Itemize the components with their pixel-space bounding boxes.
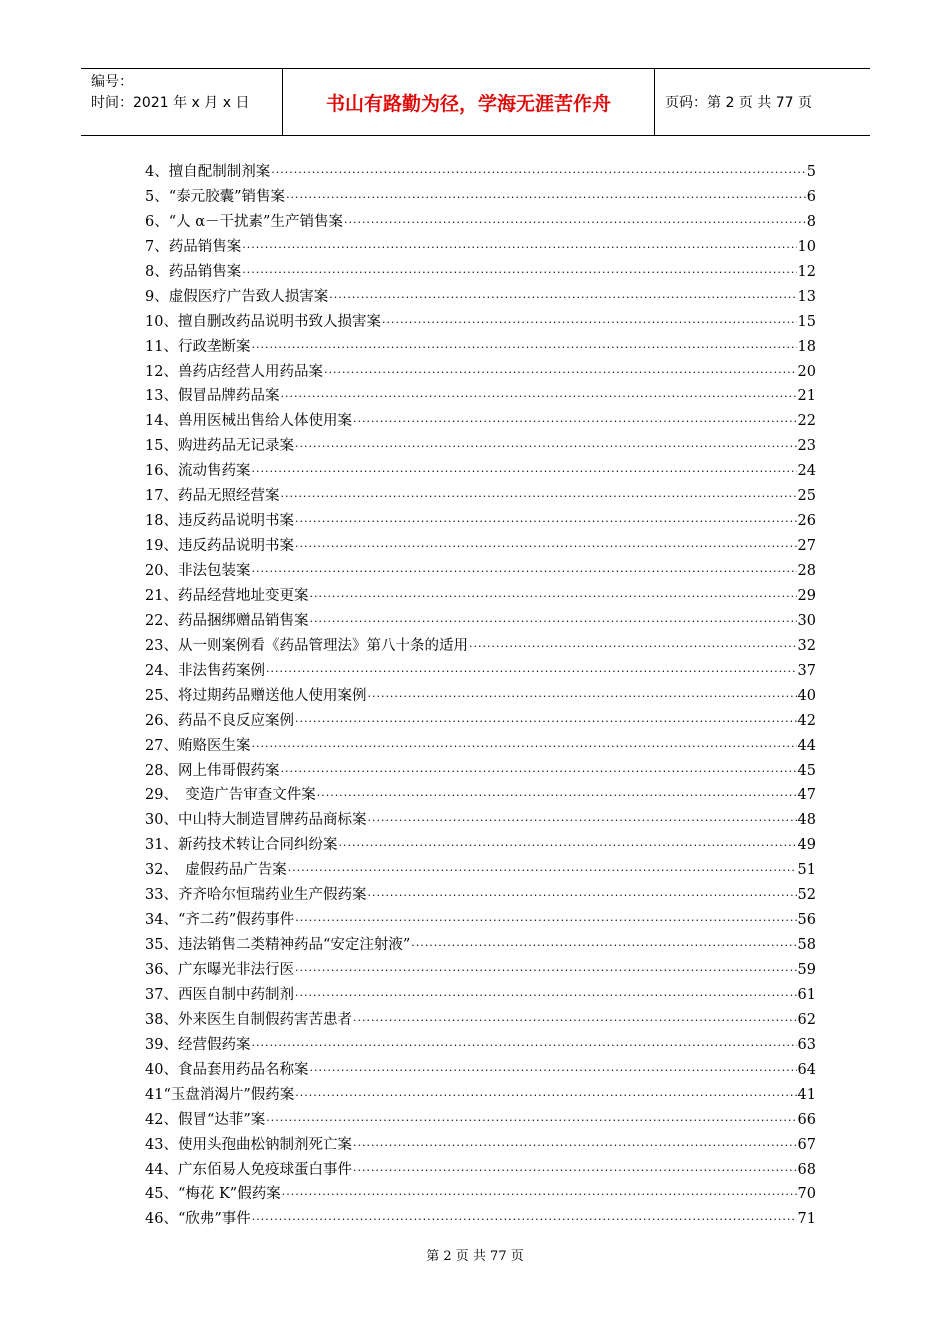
toc-leader-dots [266, 1109, 796, 1134]
toc-entry-page: 26 [797, 513, 816, 530]
toc-entry[interactable] [145, 534, 816, 559]
toc-entry-title: 9、虚假医疗广告致人损害案 [145, 288, 329, 305]
toc-entry[interactable] [145, 808, 816, 833]
toc-entry-title: 30、中山特大制造冒牌药品商标案 [145, 812, 367, 829]
toc-entry[interactable] [145, 1058, 816, 1083]
toc-entry-page: 32 [797, 637, 816, 654]
toc-entry-title: 45、“梅花 K”假药案 [145, 1186, 281, 1203]
toc-leader-dots [280, 760, 796, 785]
toc-entry-title: 46、“欣弗”事件 [145, 1211, 251, 1228]
toc-entry-page: 62 [797, 1011, 816, 1028]
toc-leader-dots [251, 460, 796, 485]
toc-entry[interactable] [145, 509, 816, 534]
toc-entry-page: 61 [797, 986, 816, 1003]
toc-leader-dots [282, 1183, 797, 1208]
toc-entry-title: 24、非法售药案例 [145, 662, 265, 679]
toc-leader-dots [295, 959, 797, 984]
toc-leader-dots [411, 934, 796, 959]
toc-entry[interactable] [145, 1158, 816, 1183]
toc-leader-dots [295, 510, 797, 535]
toc-entry-page: 8 [806, 213, 816, 230]
toc-leader-dots [309, 610, 796, 635]
toc-leader-dots [324, 361, 797, 386]
toc-entry-title: 6、“人 α－干扰素”生产销售案 [145, 213, 343, 230]
toc-entry-page: 18 [797, 338, 816, 355]
toc-entry-title: 23、从一则案例看《药品管理法》第八十条的适用 [145, 637, 468, 654]
toc-entry-page: 59 [797, 962, 816, 978]
toc-entry-page: 45 [797, 762, 816, 779]
toc-entry-title: 41“玉盘消渴片”假药案 [145, 1086, 295, 1103]
toc-entry-title: 22、药品捆绑赠品销售案 [145, 612, 309, 629]
toc-entry-title: 10、擅自删改药品说明书致人损害案 [145, 313, 381, 330]
toc-entry[interactable] [145, 310, 816, 335]
toc-leader-dots [353, 410, 797, 435]
toc-entry-page: 42 [797, 712, 816, 729]
toc-entry-page: 22 [797, 413, 816, 430]
toc-entry[interactable] [145, 609, 816, 634]
toc-entry-title: 20、非法包装案 [145, 563, 251, 579]
toc-entry-title: 39、经营假药案 [145, 1036, 251, 1053]
toc-entry-page: 21 [797, 388, 816, 405]
toc-entry-title: 5、“泰元胶囊”销售案 [145, 188, 286, 205]
toc-entry-title: 4、擅自配制制剂案 [145, 164, 271, 180]
toc-entry[interactable] [145, 1133, 816, 1158]
table-of-contents [145, 160, 816, 1232]
toc-leader-dots [469, 635, 797, 660]
toc-entry-page: 41 [797, 1086, 816, 1103]
toc-leader-dots [344, 211, 806, 236]
toc-entry[interactable] [145, 1008, 816, 1033]
toc-leader-dots [242, 261, 796, 286]
toc-entry-page: 28 [797, 563, 816, 579]
toc-entry-page: 48 [797, 812, 816, 829]
toc-entry-title: 35、违法销售二类精神药品“安定注射液” [145, 937, 411, 954]
toc-entry[interactable] [145, 1083, 816, 1108]
toc-entry-title: 7、药品销售案 [145, 238, 242, 255]
toc-entry-title: 32、 虚假药品广告案 [145, 862, 287, 879]
toc-entry-page: 44 [797, 737, 816, 754]
toc-entry-page: 70 [797, 1186, 816, 1203]
toc-entry-page: 51 [797, 862, 816, 879]
toc-leader-dots [251, 560, 796, 585]
toc-entry-page: 64 [797, 1061, 816, 1078]
toc-leader-dots [280, 485, 796, 510]
toc-entry-page: 10 [797, 238, 816, 255]
toc-entry[interactable] [145, 709, 816, 734]
toc-entry-page: 23 [797, 438, 816, 455]
toc-entry[interactable] [145, 484, 816, 509]
toc-entry[interactable] [145, 1108, 816, 1133]
toc-entry-title: 33、齐齐哈尔恒瑞药业生产假药案 [145, 887, 367, 904]
toc-entry[interactable] [145, 235, 816, 260]
toc-leader-dots [295, 435, 797, 460]
toc-entry[interactable] [145, 759, 816, 784]
page-header [81, 68, 870, 136]
toc-entry-page: 29 [797, 587, 816, 604]
toc-leader-dots [295, 1084, 796, 1109]
toc-entry-title: 44、广东佰易人免疫球蛋白事件 [145, 1161, 352, 1178]
time-label: 时间：2021 年 x 月 x 日 [91, 95, 250, 111]
toc-entry[interactable] [145, 260, 816, 285]
toc-leader-dots [367, 685, 796, 710]
toc-entry-title: 13、假冒品牌药品案 [145, 388, 280, 405]
toc-entry[interactable] [145, 409, 816, 434]
page-footer: 第 2 页 共 77 页 [426, 1249, 524, 1264]
toc-entry-title: 42、假冒“达菲”案 [145, 1111, 266, 1128]
toc-entry[interactable] [145, 559, 816, 584]
toc-leader-dots [266, 660, 797, 685]
toc-entry[interactable] [145, 434, 816, 459]
toc-leader-dots [286, 186, 806, 211]
toc-entry-page: 68 [797, 1161, 816, 1178]
toc-entry-title: 26、药品不良反应案例 [145, 712, 294, 729]
toc-entry-page: 37 [797, 662, 816, 679]
toc-entry-title: 29、 变造广告审查文件案 [145, 787, 316, 804]
toc-leader-dots [252, 1208, 797, 1233]
toc-entry-title: 16、流动售药案 [145, 463, 251, 480]
toc-entry-title: 43、使用头孢曲松钠制剂死亡案 [145, 1136, 352, 1153]
toc-entry[interactable] [145, 160, 816, 185]
number-label: 编号： [91, 74, 133, 90]
toc-entry-title: 38、外来医生自制假药害苦患者 [145, 1011, 352, 1028]
toc-entry-page: 25 [797, 488, 816, 505]
toc-leader-dots [329, 286, 796, 311]
toc-entry-page: 24 [797, 463, 816, 480]
toc-entry-title: 14、兽用医械出售给人体使用案 [145, 413, 352, 430]
toc-entry-page: 49 [797, 837, 816, 854]
toc-entry-page: 6 [806, 188, 816, 205]
toc-entry-page: 56 [797, 912, 816, 929]
toc-entry-title: 8、药品销售案 [145, 263, 242, 280]
toc-leader-dots [288, 859, 797, 884]
toc-entry-title: 28、网上伟哥假药案 [145, 762, 280, 779]
toc-entry-title: 11、行政垄断案 [145, 338, 251, 355]
toc-entry-page: 27 [797, 538, 816, 555]
toc-leader-dots [367, 884, 796, 909]
toc-entry-title: 37、西医自制中药制剂 [145, 986, 294, 1003]
toc-leader-dots [295, 909, 796, 934]
toc-entry-title: 19、违反药品说明书案 [145, 538, 294, 555]
header-meta [81, 69, 283, 135]
toc-entry-page: 67 [797, 1136, 816, 1153]
toc-entry-title: 31、新药技术转让合同纠纷案 [145, 837, 338, 854]
toc-leader-dots [271, 161, 806, 186]
header-page-info: 页码：第 2 页 共 77 页 [665, 95, 812, 111]
toc-entry-page: 30 [797, 612, 816, 629]
toc-entry[interactable] [145, 858, 816, 883]
toc-entry[interactable] [145, 958, 816, 983]
toc-entry-title: 27、贿赂医生案 [145, 737, 251, 754]
toc-entry-title: 36、广东曝光非法行医 [145, 962, 294, 978]
toc-entry[interactable] [145, 883, 816, 908]
toc-entry[interactable] [145, 1182, 816, 1207]
toc-entry[interactable] [145, 360, 816, 385]
toc-entry-page: 52 [797, 887, 816, 904]
toc-leader-dots [242, 236, 796, 261]
toc-entry-title: 21、药品经营地址变更案 [145, 587, 309, 604]
toc-entry[interactable] [145, 783, 816, 808]
toc-leader-dots [295, 984, 797, 1009]
toc-entry[interactable] [145, 933, 816, 958]
toc-leader-dots [309, 585, 796, 610]
toc-entry[interactable] [145, 734, 816, 759]
toc-entry-title: 17、药品无照经营案 [145, 488, 280, 505]
toc-entry-page: 15 [797, 313, 816, 330]
toc-leader-dots [280, 385, 796, 410]
toc-entry-title: 40、食品套用药品名称案 [145, 1061, 309, 1078]
toc-entry-page: 63 [797, 1036, 816, 1053]
toc-entry[interactable] [145, 1207, 816, 1232]
toc-entry[interactable] [145, 459, 816, 484]
toc-entry-page: 66 [797, 1111, 816, 1128]
toc-entry-title: 18、违反药品说明书案 [145, 513, 294, 530]
toc-entry-title: 15、购进药品无记录案 [145, 438, 294, 455]
toc-entry-page: 13 [797, 288, 816, 305]
toc-leader-dots [353, 1159, 797, 1184]
toc-entry-page: 40 [797, 687, 816, 704]
toc-entry-page: 20 [797, 363, 816, 380]
toc-entry[interactable] [145, 634, 816, 659]
toc-entry-page: 5 [806, 164, 816, 180]
toc-entry[interactable] [145, 659, 816, 684]
toc-entry[interactable] [145, 908, 816, 933]
toc-leader-dots [353, 1009, 797, 1034]
toc-leader-dots [251, 1034, 796, 1059]
toc-entry-title: 12、兽药店经营人用药品案 [145, 363, 323, 380]
header-motto: 书山有路勤为径，学海无涯苦作舟 [283, 69, 655, 135]
toc-entry[interactable] [145, 285, 816, 310]
toc-leader-dots [367, 809, 796, 834]
toc-entry-page: 58 [797, 937, 816, 954]
toc-entry[interactable] [145, 335, 816, 360]
toc-entry-title: 25、将过期药品赠送他人使用案例 [145, 687, 367, 704]
toc-entry[interactable] [145, 983, 816, 1008]
toc-entry-title: 34、“齐二药”假药事件 [145, 912, 295, 929]
toc-leader-dots [251, 336, 796, 361]
toc-entry[interactable] [145, 1033, 816, 1058]
toc-entry[interactable] [145, 185, 816, 210]
toc-leader-dots [309, 1059, 796, 1084]
toc-entry[interactable] [145, 210, 816, 235]
toc-entry-page: 47 [797, 787, 816, 804]
toc-entry[interactable] [145, 384, 816, 409]
toc-entry[interactable] [145, 584, 816, 609]
toc-leader-dots [382, 311, 797, 336]
toc-leader-dots [338, 834, 796, 859]
toc-entry[interactable] [145, 684, 816, 709]
toc-leader-dots [251, 735, 796, 760]
toc-leader-dots [353, 1134, 797, 1159]
toc-leader-dots [317, 784, 797, 809]
toc-entry-page: 71 [797, 1211, 816, 1228]
toc-leader-dots [295, 710, 797, 735]
toc-entry[interactable] [145, 833, 816, 858]
toc-entry-page: 12 [797, 263, 816, 280]
toc-leader-dots [295, 535, 797, 560]
